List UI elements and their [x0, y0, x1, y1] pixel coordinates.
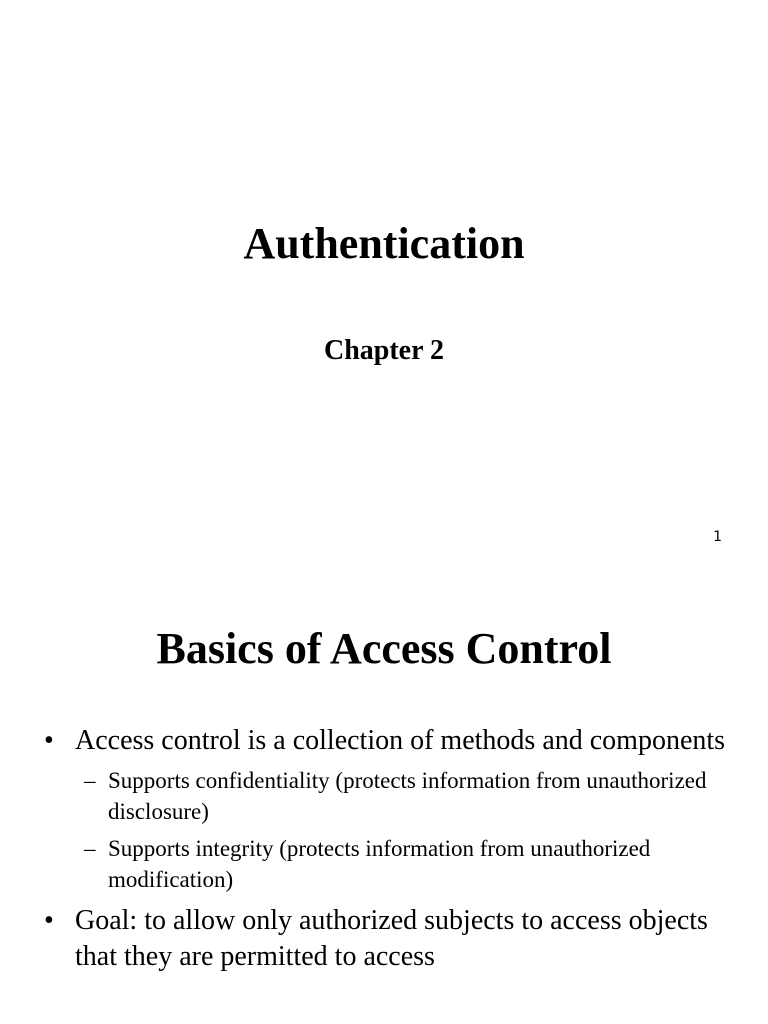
bullet-icon: •: [44, 725, 54, 756]
content-slide: [0, 576, 768, 1024]
sub-bullet-item: [0, 833, 768, 895]
bullet-text: Goal: to allow only authorized subjects to access objects that they are permitted to access: [75, 905, 708, 972]
sub-bullet-text: Supports confidentiality (protects information from unauthorized disclosure): [108, 768, 707, 824]
bullet-text: Access control is a collection of methods and components: [75, 725, 726, 756]
bullet-item: [0, 903, 768, 975]
page-number: 1: [713, 529, 722, 545]
slide-title: Authentication: [243, 219, 525, 268]
dash-icon: –: [84, 768, 96, 793]
bullet-list: [0, 723, 768, 975]
sub-bullet-text: Supports integrity (protects information from unauthorized modification): [108, 836, 651, 892]
sub-bullet-item: [0, 765, 768, 827]
dash-icon: –: [84, 836, 96, 861]
slide-subtitle: Chapter 2: [323, 335, 445, 366]
bullet-item: [0, 723, 768, 759]
bullet-icon: •: [44, 905, 54, 936]
slide-title: Basics of Access Control: [156, 624, 612, 673]
